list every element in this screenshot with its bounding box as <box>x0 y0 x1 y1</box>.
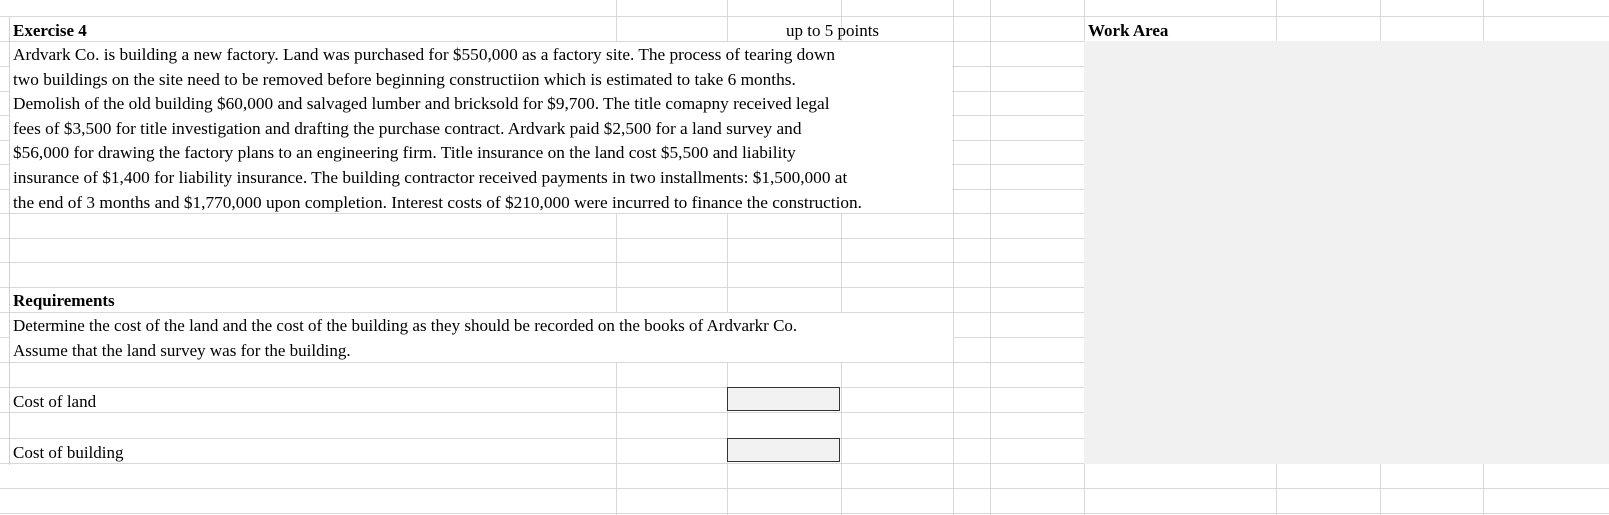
grid-col-line <box>953 0 954 515</box>
requirements-line: Determine the cost of the land and the cost of the building as they should be recorded on the books of Ardvarkr Co. <box>13 316 798 335</box>
exercise-title: Exercise 4 <box>13 21 87 40</box>
paragraph-line: two buildings on the site need to be removed before beginning constructiion which is estimated to take 6 months. <box>13 69 796 89</box>
paragraph-line: fees of $3,500 for title investigation and drafting the purchase contract. Ardvark paid $2,500 for a land survey and <box>13 118 802 138</box>
paragraph-line: insurance of $1,400 for liability insurance. The building contractor received payments in two installments: $1,500,000 at <box>13 167 848 187</box>
block-left-border <box>9 17 10 465</box>
requirements-heading: Requirements <box>13 291 115 310</box>
exercise-paragraph <box>13 43 862 215</box>
requirements-line: Assume that the land survey was for the building. <box>13 341 351 360</box>
cost-of-building-label: Cost of building <box>13 443 124 462</box>
paragraph-line: Ardvark Co. is building a new factory. Land was purchased for $550,000 as a factory site. The process of tearing down <box>13 45 836 64</box>
cost-of-building-input[interactable] <box>727 438 840 462</box>
work-area-label: Work Area <box>1088 21 1169 40</box>
work-area[interactable] <box>1084 41 1609 464</box>
title-cell <box>10 17 615 41</box>
paragraph-line: Demolish of the old building $60,000 and salvaged lumber and bricksold for $9,700. The title comapny received legal <box>13 94 830 114</box>
grid-row-line <box>0 513 1609 514</box>
points-label: up to 5 points <box>786 21 880 40</box>
paragraph-line: $56,000 for drawing the factory plans to an engineering firm. Title insurance on the land cost $5,500 and liability <box>13 143 796 163</box>
cost-of-land-input[interactable] <box>727 387 840 411</box>
paragraph-line: the end of 3 months and $1,770,000 upon completion. Interest costs of $210,000 were incurred to finance the construction. <box>13 192 862 212</box>
grid-row-line <box>0 488 1609 489</box>
grid-col-line <box>990 0 991 515</box>
cost-of-land-label: Cost of land <box>13 392 97 411</box>
